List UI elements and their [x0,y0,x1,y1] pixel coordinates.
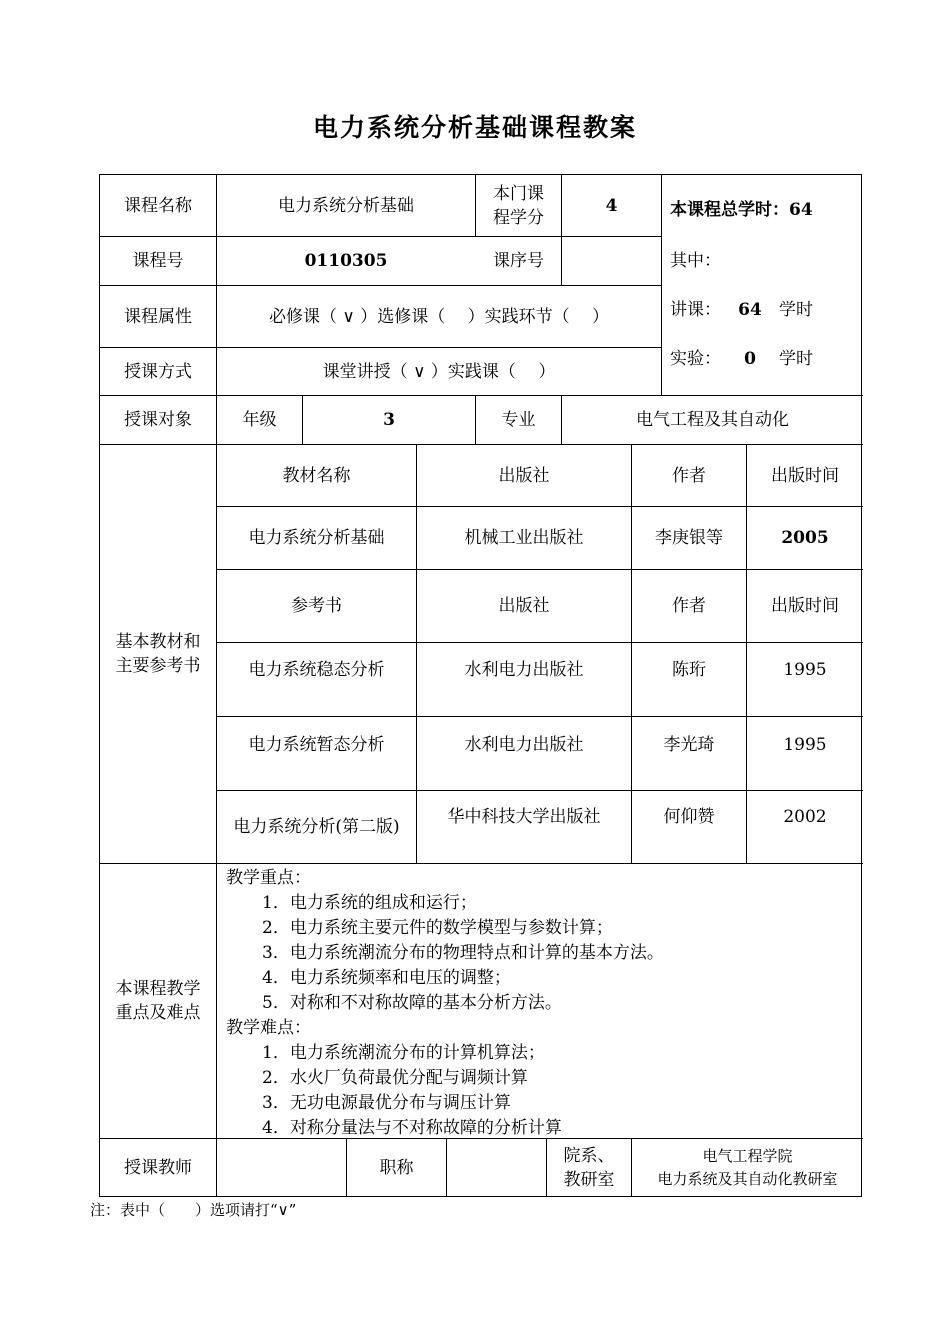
ref-2-name: 电力系统暂态分析 [248,734,385,755]
attr-label: 课程属性 [124,306,192,327]
course-name-label: 课程名称 [124,195,192,216]
difficult-point-1: 1．电力系统潮流分布的计算机算法； [262,1043,545,1063]
course-name-value: 电力系统分析基础 [278,195,414,216]
title-value [447,1139,546,1197]
textbook-name: 电力系统分析基础 [248,528,385,548]
teacher-label: 授课教师 [124,1158,192,1178]
key-point-2: 2．电力系统主要元件的数学模型与参数计算； [262,918,613,938]
books-section-label: 基本教材和 主要参考书 [115,632,201,676]
footnote: 注：表中（ ）选项请打“∨” [90,1201,297,1219]
difficult-point-4: 4．对称分量法与不对称故障的分析计算 [262,1118,562,1138]
ref-1-author: 陈珩 [672,659,706,680]
seq-value [562,237,661,285]
header-date: 出版时间 [771,465,839,486]
target-label: 授课对象 [124,410,192,430]
header-book-name: 教材名称 [282,465,351,486]
major-value: 电气工程及其自动化 [636,410,789,430]
teacher-name [217,1139,346,1197]
lab-hours: 实验： 0 学时 [670,349,813,369]
ref-2-date: 1995 [783,734,827,755]
total-hours: 本课程总学时：64 [670,200,813,220]
textbook-publisher: 机械工业出版社 [464,528,584,548]
mode-value: 课堂讲授（ ∨ ）实践课（ ） [322,361,556,382]
course-no-value: 0110305 [304,251,388,271]
header-publisher: 出版社 [498,465,550,486]
key-point-3: 3．电力系统潮流分布的物理特点和计算的基本方法。 [262,943,664,963]
header-author: 作者 [672,465,706,486]
difficult-point-3: 3．无功电源最优分布与调压计算 [262,1093,511,1113]
attr-value: 必修课（ ∨ ）选修课（ ）实践环节（ ） [268,306,610,327]
focus-section-label: 本课程教学 重点及难点 [115,979,201,1023]
page-title: 电力系统分析基础课程教案 [312,113,637,142]
difficult-point-2: 2．水火厂负荷最优分配与调频计算 [262,1068,528,1088]
textbook-date: 2005 [781,528,829,548]
key-point-5: 5．对称和不对称故障的基本分析方法。 [262,993,562,1013]
title-label: 职称 [379,1158,414,1178]
header-ref-date: 出版时间 [771,596,839,616]
key-points-title: 教学重点： [226,868,311,888]
lecture-hours: 讲课： 64 学时 [670,300,813,320]
seq-label: 课序号 [493,251,544,271]
ref-3-name: 电力系统分析(第二版) [233,817,400,837]
lesson-plan-table [99,174,862,1197]
grade-value: 3 [383,410,395,430]
grade-label: 年级 [242,410,277,430]
course-no-label: 课程号 [132,251,184,271]
textbook-author: 李庚银等 [655,528,723,548]
major-label: 专业 [501,410,536,430]
ref-1-publisher: 水利电力出版社 [464,659,584,680]
credit-label: 本门课 程学分 [493,183,544,228]
mode-label: 授课方式 [124,361,192,382]
header-reference: 参考书 [291,596,342,616]
dept-value: 电气工程学院 电力系统及其自动化教研室 [657,1147,838,1188]
header-ref-author: 作者 [672,596,706,616]
ref-3-publisher: 华中科技大学出版社 [447,807,601,827]
ref-2-publisher: 水利电力出版社 [464,734,584,755]
ref-1-name: 电力系统稳态分析 [248,659,385,680]
key-point-4: 4．电力系统频率和电压的调整； [262,968,511,988]
among-label: 其中： [670,251,721,271]
focus-content [226,866,664,1141]
dept-label: 院系、 教研室 [563,1146,615,1190]
header-ref-publisher: 出版社 [498,596,550,616]
ref-3-date: 2002 [783,807,827,827]
ref-1-date: 1995 [783,659,827,680]
difficult-points-title: 教学难点： [226,1018,311,1038]
credit-value: 4 [605,195,618,216]
key-point-1: 1．电力系统的组成和运行； [262,893,477,913]
ref-3-author: 何仰赞 [663,807,715,827]
ref-2-author: 李光琦 [663,734,715,755]
